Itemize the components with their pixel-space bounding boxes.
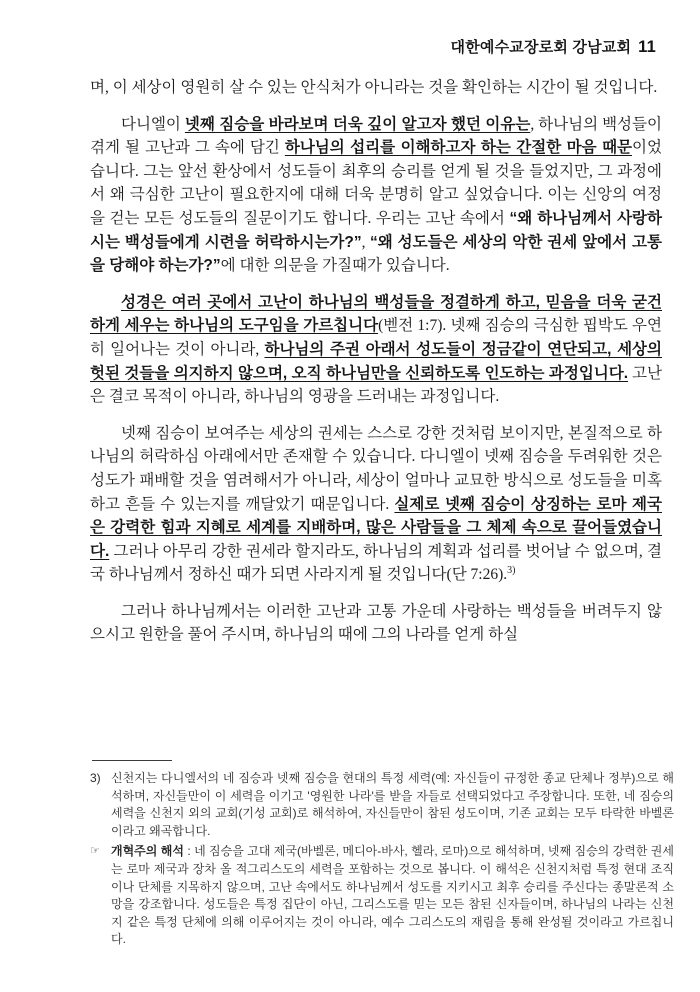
paragraph-text: 그러나 하나님께서는 이러한 고난과 고통 가운데 사랑하는 백성들을 버려두지 않으시고 원한을 풀어 주시며, 하나님의 때에 그의 나라를 얻게 하실 [90,602,662,644]
footnotes-section [90,760,674,952]
page-header [451,36,657,57]
emphasis-quote: “왜 성도들은 세상의 악한 권세 앞에서 고통을 당해야 하는가?” [90,233,662,275]
paragraph-text: 그러나 아무리 강한 권세라 할지라도, 하나님의 계획과 섭리를 벗어날 수 없으며, 결국 하나님께서 정하신 때가 되면 사라지게 될 것입니다(단 7:26). [90,542,662,584]
emphasis-quote: “왜 하나님께서 사랑하시는 백성들에게 시련을 허락하시는가?” [90,209,663,251]
footnote-separator-rule [92,760,172,761]
paragraph-text: 에 대한 의문을 가질때가 있습니다. [220,257,450,275]
page-number: 11 [638,38,656,56]
footnote-marker: 3) [90,771,101,785]
paragraph-text: 고난은 결코 목적이 아니라, 하나님의 영광을 드러내는 과정입니다. [90,364,662,406]
emphasis-underlined: 넷째 짐승을 바라보며 더욱 깊이 알고자 했던 이유는 [184,115,531,133]
document-body [90,76,662,660]
emphasis-underlined: 하나님의 섭리를 이해하고자 하는 간절한 마음 때문 [284,139,633,157]
footnote-text [111,843,674,949]
footnote-body-text: 네 짐승을 고대 제국(바벨론, 메디아-바사, 헬라, 로마)으로 해석하며, 넷째 짐승의 강력한 권세는 로마 제국과 장차 올 적그리스도의 세력을 포함하는 것으로 봅니다. 이 해석은 신천지처럼 특정 현대 조직이나 단체를 지목하지 않으며, 고난 속에서도 하나님께서 성도를 지키시고 최후 승리를 주신다는 종말론적 소망을 강조합니다. 성도들은 특정 집단이 아닌, 그리스도를 믿는 모든 참된 신자들이며, 하나님의 나라는 신천지 같은 특정 단체에 의해 이루어지는 것이 아니라, 예수 그리스도의 재림을 통해 완성될 것이라고 가르칩니다. [111,844,674,947]
paragraph-text: , [361,233,371,251]
emphasis-underlined: 하나님의 주권 아래서 성도들이 정금같이 연단되고, 세상의 헛된 것들을 의지하지 않으며, 오직 하나님만을 신뢰하도록 인도하는 과정입니다. [90,340,663,382]
paragraph-text: (벧전 1:7). 넷째 짐승의 극심한 핍박도 우연히 일어나는 것이 아니라, [90,317,662,358]
pointing-hand-icon: ☞ [90,845,100,858]
paragraph-fourth-beast-power [90,422,662,587]
paragraph-daniel-reason [90,113,662,278]
footnote-label: 개혁주의 해석 [111,844,184,859]
paragraph-scripture-teaching [90,291,662,409]
paragraph-text: , 하나님의 백성들이 겪게 될 고난과 그 속에 담긴 [90,115,662,157]
footnote-text: 신천지는 다니엘서의 네 짐승과 넷째 짐승을 현대의 특정 세력(예: 자신들이 규정한 종교 단체나 정부)으로 해석하며, 자신들만이 이 세력을 이기고 '영원한 나라'를 받을 자들로 선택되었다고 주장합니다. 또한, 네 짐승의 세력을 신천지 외의 교회(기성 교회)로 해석하여, 자신들만이 참된 성도이며, 기존 교회는 모두 타락한 바벨론이라고 왜곡합니다. [111,771,674,838]
footnote-reference: 3) [507,565,516,577]
emphasis-underlined: 성경은 여러 곳에서 고난이 하나님의 백성들을 정결하게 하고, 믿음을 더욱 굳건하게 세우는 하나님의 도구임을 가르칩니다 [90,293,662,335]
paragraph-text: 며, 이 세상이 영원히 살 수 있는 안식처가 아니라는 것을 확인하는 시간이 될 것입니다. [90,79,658,96]
paragraph-gods-comfort [90,600,662,647]
paragraph-text: 넷째 짐승이 보여주는 세상의 권세는 스스로 강한 것처럼 보이지만, 본질적으로 하나님의 허락하심 아래에서만 존재할 수 있습니다. 다니엘이 넷째 짐승을 두려워한 것은 성도가 패배할 것을 염려해서가 아니라, 세상이 얼마나 교묘한 방식으로 성도들을 미혹하고 흔들 수 있는지를 깨달았기 때문입니다. [90,424,662,513]
footnote-colon: : [183,844,195,859]
emphasis-underlined: 실제로 넷째 짐승이 상징하는 로마 제국은 강력한 힘과 지혜로 세계를 지배하며, 많은 사람들을 그 체제 속으로 끌어들였습니다. [90,495,663,560]
header-church-name: 대한예수교장로회 강남교회 [450,39,632,56]
paragraph-continuation [90,76,662,100]
footnote-sincheonji [90,770,674,840]
footnote-reformed-interpretation [90,843,674,949]
paragraph-text: 다니엘이 [121,115,185,133]
paragraph-text: 이었습니다. 그는 앞선 환상에서 성도들이 최후의 승리를 얻게 될 것을 들었지만, 그 과정에서 왜 극심한 고난이 필요한지에 대해 더욱 분명히 알고 싶었습니다. 이는 신앙의 여정을 걷는 모든 성도들의 질문이기도 합니다. 우리는 고난 속에서 [90,139,662,227]
